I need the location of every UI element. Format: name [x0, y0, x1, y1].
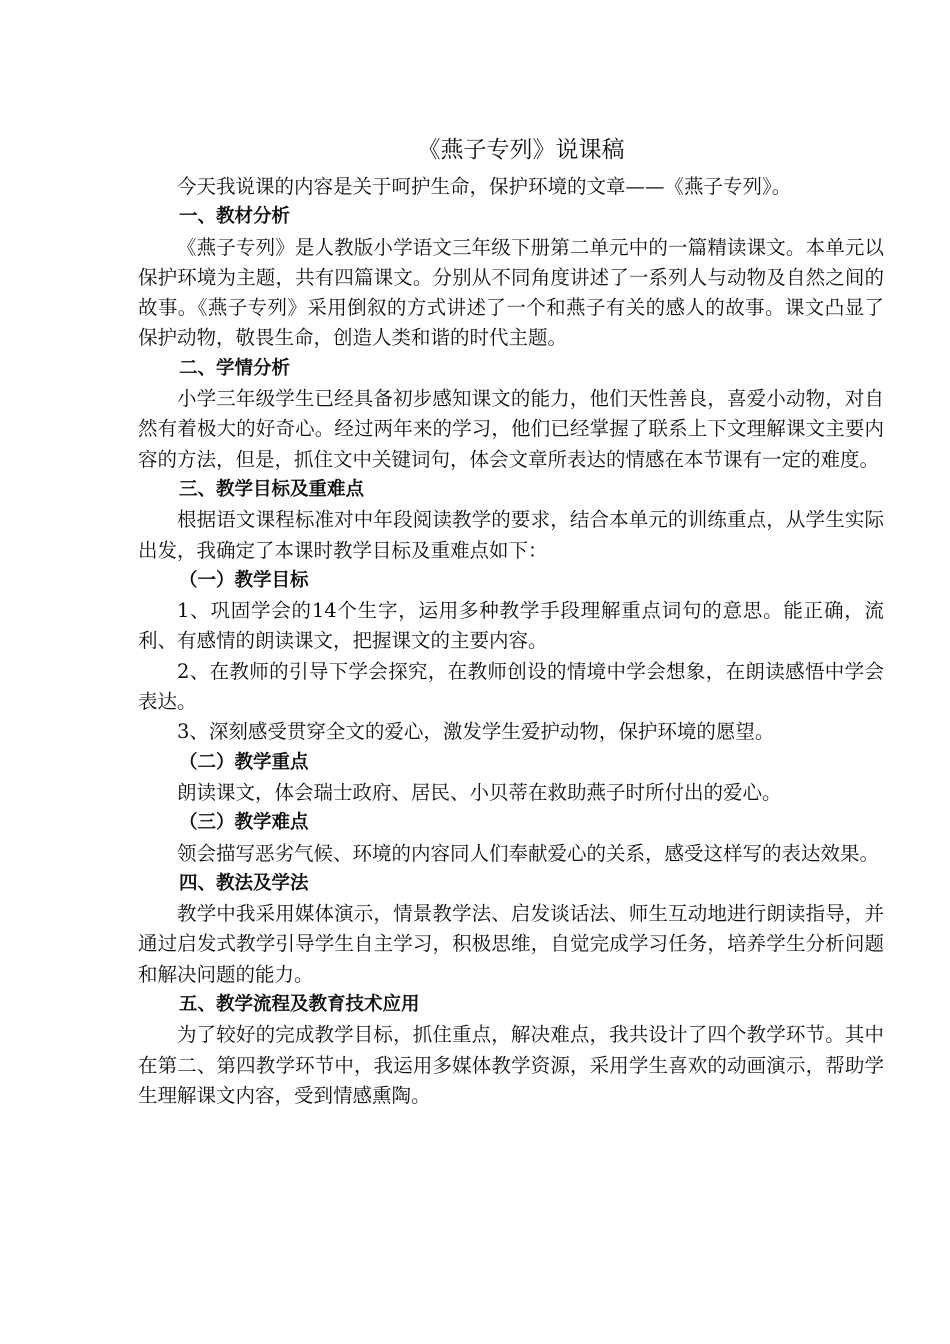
section-heading-methods: 四、教法及学法: [179, 872, 309, 894]
process-paragraph: 为了较好的完成教学目标，抓住重点，解决难点，我共设计了四个教学环节。其中在第二、第四教学环节中，我运用多媒体教学资源，采用学生喜欢的动画演示，帮助学生理解课文内容，受到情感熏陶。: [138, 1023, 884, 1107]
intro-paragraph: 今天我说课的内容是关于呵护生命，保护环境的文章——《燕子专列》。: [177, 175, 792, 198]
teaching-goals-paragraph: 根据语文课程标准对中年段阅读教学的要求，结合本单元的训练重点，从学生实际出发，我确定了本课时教学目标及重难点如下：: [138, 508, 884, 562]
subheading-key-points: （二）教学重点: [179, 751, 309, 773]
subheading-difficulties: （三）教学难点: [179, 812, 309, 834]
difficulties-paragraph: 领会描写恶劣气候、环境的内容同人们奉献爱心的关系，感受这样写的表达效果。: [177, 841, 880, 865]
section-heading-process: 五、教学流程及教育技术应用: [179, 994, 420, 1016]
objective-item-1: 1、巩固学会的14个生字，运用多种教学手段理解重点词句的意思。能正确，流利、有感情的朗读课文，把握课文的主要内容。: [138, 599, 884, 653]
document-page: [138, 128, 884, 1111]
objective-item-3: 3、深刻感受贯穿全文的爱心，激发学生爱护动物，保护环境的愿望。: [177, 720, 775, 744]
section-heading-teaching-goals: 三、教学目标及重难点: [179, 478, 365, 500]
document-title: 《燕子专列》说课稿: [417, 137, 625, 163]
section-heading-material-analysis: 一、教材分析: [179, 206, 291, 228]
student-analysis-paragraph: 小学三年级学生已经具备初步感知课文的能力，他们天性善良，喜爱小动物，对自然有着极大的好奇心。经过两年来的学习，他们已经掌握了联系上下文理解课文主要内容的方法，但是，抓住文中关键词句，体会文章所表达的情感在本节课有一定的难度。: [138, 387, 884, 471]
material-analysis-paragraph: 《燕子专列》是人教版小学语文三年级下册第二单元中的一篇精读课文。本单元以保护环境为主题，共有四篇课文。分别从不同角度讲述了一系列人与动物及自然之间的故事。《燕子专列》采用倒叙的方式讲述了一个和燕子有关的感人的故事。课文凸显了保护动物，敬畏生命，创造人类和谐的时代主题。: [138, 235, 884, 350]
methods-paragraph: 教学中我采用媒体演示，情景教学法、启发谈话法、师生互动地进行朗读指导，并通过启发式教学引导学生自主学习，积极思维，自觉完成学习任务，培养学生分析问题和解决问题的能力。: [138, 902, 884, 986]
section-heading-student-analysis: 二、学情分析: [179, 357, 291, 379]
key-points-paragraph: 朗读课文，体会瑞士政府、居民、小贝蒂在救助燕子时所付出的爱心。: [177, 780, 782, 804]
subheading-teaching-objectives: （一）教学目标: [179, 569, 309, 591]
objective-item-2: 2、在教师的引导下学会探究，在教师创设的情境中学会想象，在朗读感悟中学会表达。: [138, 659, 884, 714]
